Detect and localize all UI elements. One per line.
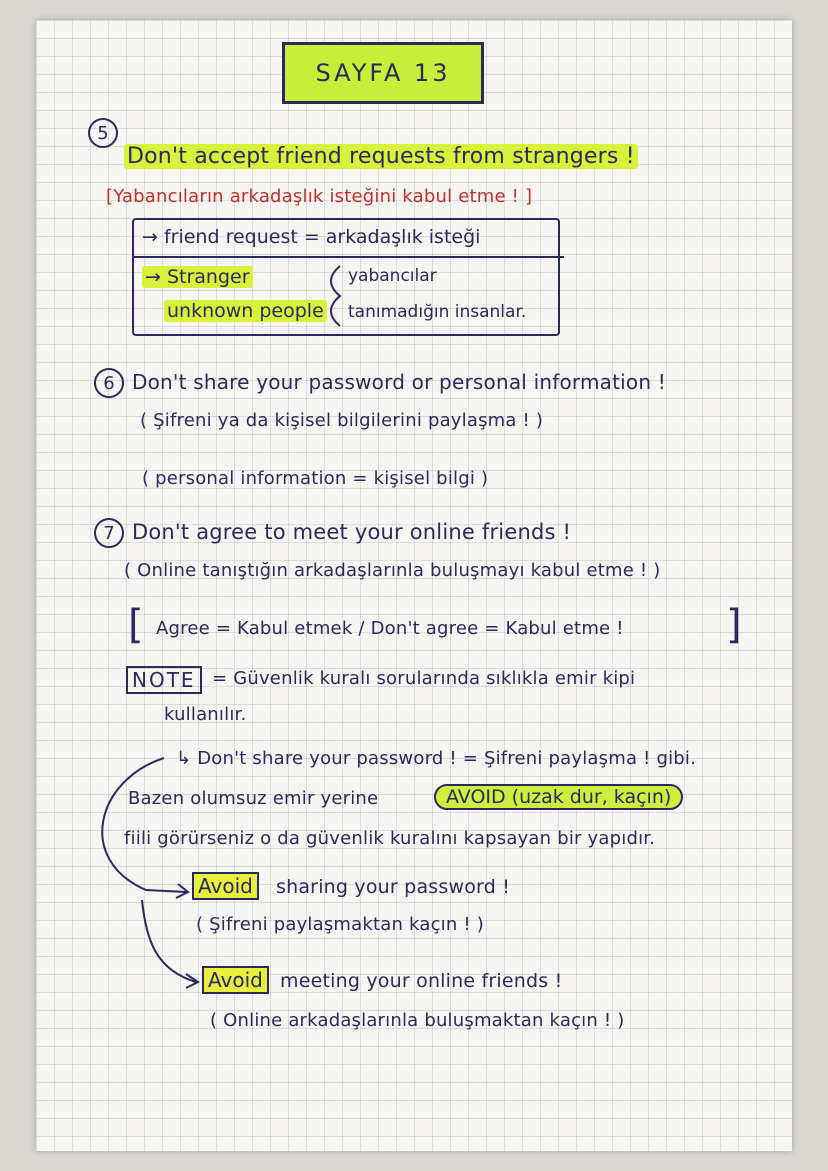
hand-drawn-arrows <box>36 20 792 1151</box>
page-title: SAYFA 13 <box>282 42 484 104</box>
vocab-yabancilar: yabancılar <box>348 266 437 286</box>
vocab-unknown-people-text: unknown people <box>164 300 327 322</box>
rule-7-english: Don't agree to meet your online friends ! <box>132 520 572 544</box>
rule-6-english: Don't share your password or personal information ! <box>132 370 666 394</box>
example-1-turkish: ( Şifreni paylaşmaktan kaçın ! ) <box>196 914 484 935</box>
note-line-4: Bazen olumsuz emir yerine <box>128 788 379 809</box>
vocab-friend-request: → friend request = arkadaşlık isteği <box>142 226 481 248</box>
example-1-keyword: Avoid <box>192 872 259 900</box>
example-2-turkish: ( Online arkadaşlarınla buluşmaktan kaçın ! ) <box>210 1010 625 1031</box>
rule-6-turkish: ( Şifreni ya da kişisel bilgilerini paylaşma ! ) <box>140 410 544 431</box>
rule-7-number: 7 <box>94 518 124 548</box>
rule-7-turkish: ( Online tanıştığın arkadaşlarınla buluşmayı kabul etme ! ) <box>124 560 661 581</box>
rule-5-number: 5 <box>88 118 118 148</box>
rule-5-text: Don't accept friend requests from strangers ! <box>124 144 638 169</box>
rule-6-vocab: ( personal information = kişisel bilgi ) <box>142 468 489 489</box>
note-line-2: kullanılır. <box>164 704 247 725</box>
arrow-to-example-2 <box>142 900 196 982</box>
right-bracket: ] <box>726 602 742 648</box>
rule-7-vocab: Agree = Kabul etmek / Don't agree = Kabul etme ! <box>156 618 624 639</box>
note-label: NOTE <box>126 666 202 694</box>
vocab-brace <box>331 266 340 326</box>
example-1-english: sharing your password ! <box>276 876 511 898</box>
arrow-to-example-1 <box>102 758 186 892</box>
note-line-5: fiili görürseniz o da güvenlik kuralını kapsayan bir yapıdır. <box>124 828 656 849</box>
example-2-keyword: Avoid <box>202 966 269 994</box>
notebook-page <box>36 20 792 1151</box>
vocab-tanimadigin: tanımadığın insanlar. <box>348 302 527 322</box>
left-bracket: [ <box>128 602 144 648</box>
vocab-stranger-text: → Stranger <box>142 266 253 288</box>
avoid-oval: AVOID (uzak dur, kaçın) <box>434 784 683 810</box>
rule-6-number: 6 <box>94 368 124 398</box>
note-line-3: ↳ Don't share your password ! = Şifreni paylaşma ! gibi. <box>176 748 697 769</box>
rule-5-turkish: [Yabancıların arkadaşlık isteğini kabul etme ! ] <box>106 186 533 207</box>
example-2-english: meeting your online friends ! <box>280 970 563 992</box>
note-line-1: = Güvenlik kuralı sorularında sıklıkla emir kipi <box>212 668 636 689</box>
